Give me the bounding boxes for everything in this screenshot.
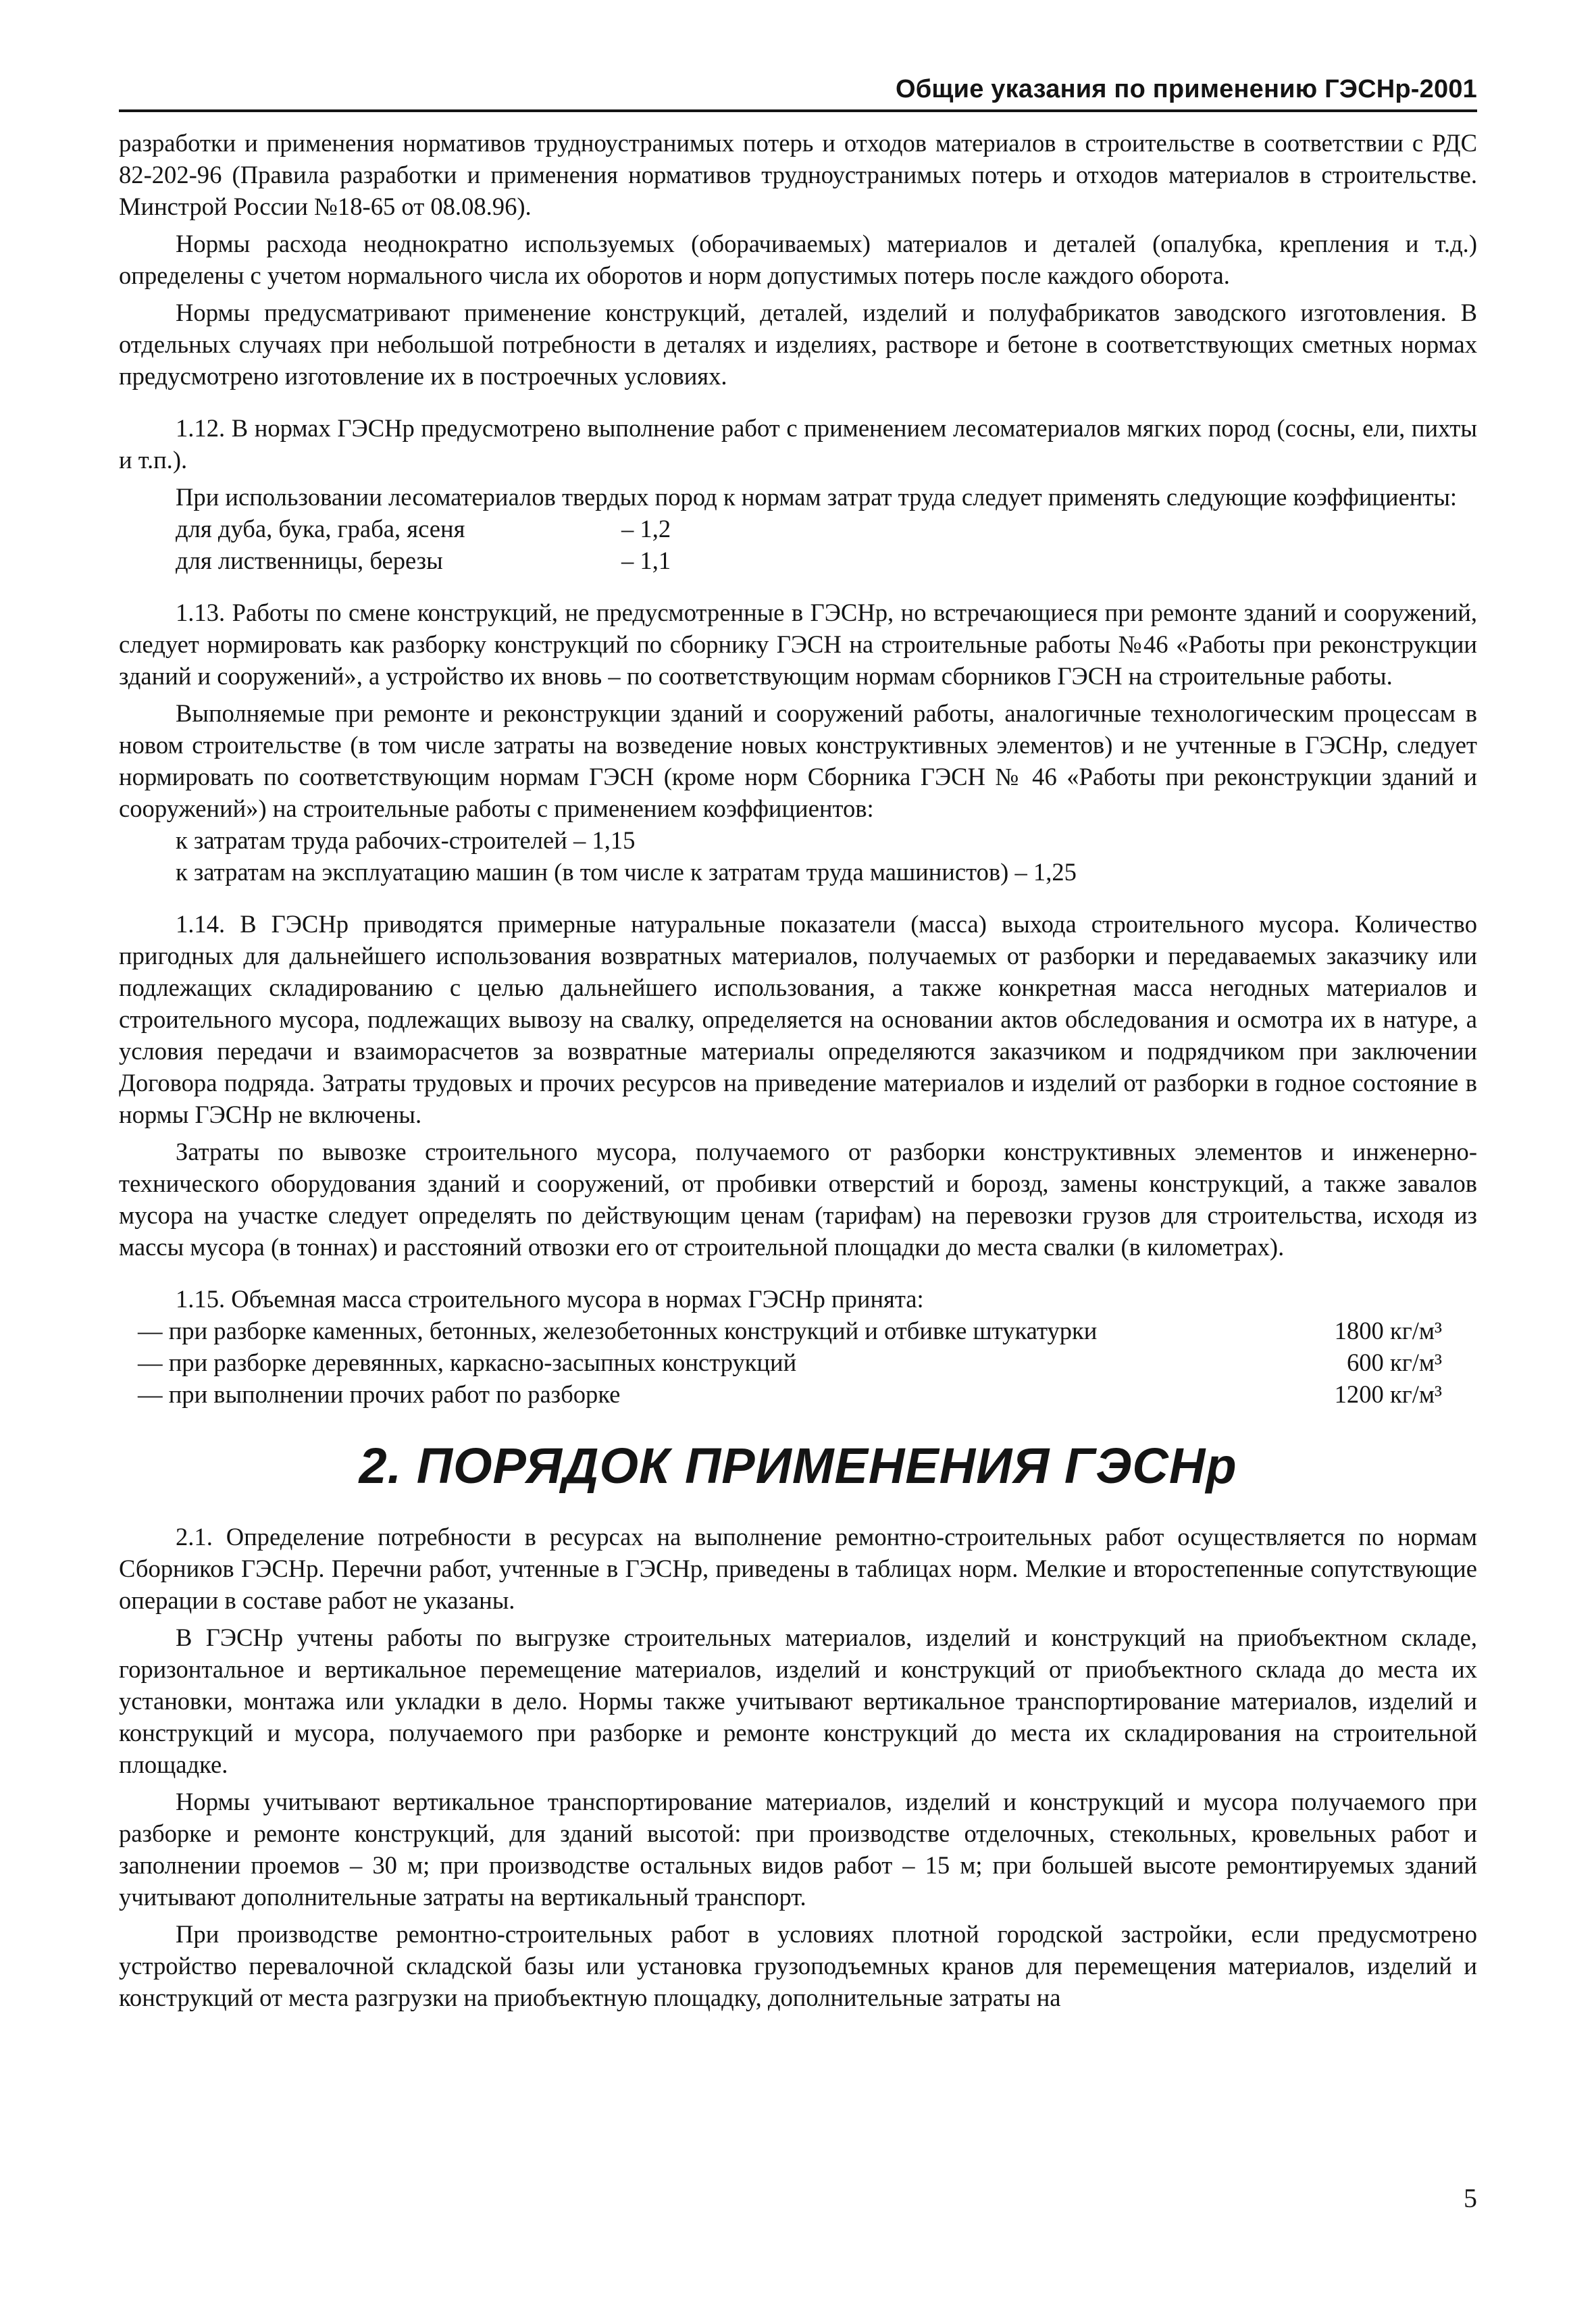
paragraph: При использовании лесоматериалов твердых пород к нормам затрат труда следует применять следующие коэффициенты: — [176, 483, 1458, 511]
coefficient-label: для дуба, бука, граба, ясеня — [176, 515, 465, 543]
mass-value: 1800 кг/м³ — [1334, 1317, 1442, 1344]
running-title: Общие указания по применению ГЭСНр-2001 — [895, 75, 1477, 103]
mass-label: — при разборке деревянных, каркасно-засыпных конструкций — [138, 1349, 797, 1376]
paragraph: При производстве ремонтно-строительных работ в условиях плотной городской застройки, если предусмотрено устройство перевалочной складской базы или установка грузоподъемных кранов для перемещения материалов, изделий и конструкций от места разгрузки на приобъектную площадку, дополнительные затраты на — [119, 1920, 1477, 2011]
page-header — [119, 68, 1477, 112]
mass-label: — при разборке каменных, бетонных, железобетонных конструкций и отбивке штукатурки — [138, 1317, 1098, 1344]
paragraph: Затраты по вывозке строительного мусора, получаемого от разборки конструктивных элементов и инженерно-технического оборудования зданий и сооружений, от пробивки отверстий и борозд, замены конструкций, а также завалов мусора на участке следует определять по действующим ценам (тарифам) на перевозки грузов для строительства, исходя из массы мусора (в тоннах) и расстояний отвозки его от строительной площадки до места свалки (в километрах). — [119, 1138, 1477, 1261]
page-number: 5 — [1464, 2183, 1477, 2213]
page-body — [119, 127, 1477, 2013]
mass-row — [119, 1378, 1477, 1410]
paragraph: Нормы расхода неоднократно используемых (оборачиваемых) материалов и деталей (опалубка, крепления и т.д.) определены с учетом нормального числа их оборотов и норм допустимых потерь после каждого оборота. — [119, 230, 1477, 289]
mass-value: 1200 кг/м³ — [1334, 1380, 1442, 1408]
paragraph: Нормы учитывают вертикальное транспортирование материалов, изделий и конструкций и мусора получаемого при разборке и ремонте конструкций, для зданий высотой: при производстве отделочных, стекольных, кровельных работ и заполнении проемов – 30 м; при производстве остальных видов работ – 15 м; при большей высоте ремонтируемых зданий учитывают дополнительные затраты на вертикальный транспорт. — [119, 1788, 1477, 1911]
paragraph: В ГЭСНр учтены работы по выгрузке строительных материалов, изделий и конструкций на приобъектном складе, горизонтальное и вертикальное перемещение материалов, изделий и конструкций от приобъектного склада до места их установки, монтажа или укладки в дело. Нормы также учитывают вертикальное транспортирование материалов, изделий и конструкций и мусора, получаемого при разборке и ремонте конструкций до места их складирования на строительной площадке. — [119, 1624, 1477, 1778]
mass-row — [119, 1315, 1477, 1347]
paragraph-1-13: 1.13. Работы по смене конструкций, не предусмотренные в ГЭСНр, но встречающиеся при ремонте зданий и сооружений, следует нормировать как разборку конструкций по сборнику ГЭСН на строительные работы №46 «Работы при реконструкции зданий и сооружений», а устройство их вновь – по соответствующим нормам сборников ГЭСН на строительные работы. — [119, 599, 1477, 690]
coefficient-line: к затратам на эксплуатацию машин (в том числе к затратам труда машинистов) – 1,25 — [176, 858, 1077, 886]
coefficient-label: для лиственницы, березы — [176, 547, 443, 574]
coefficient-value: – 1,2 — [621, 515, 671, 543]
paragraph-1-14: 1.14. В ГЭСНр приводятся примерные натуральные показатели (масса) выхода строительного мусора. Количество пригодных для дальнейшего использования возвратных материалов, получаемых от разборки и передаваемых заказчику или подлежащих складированию с целью дальнейшего использования, а также конкретная масса негодных материалов и строительного мусора, подлежащих вывозу на свалку, определяется на основании актов обследования и осмотра их в натуре, а условия передачи и взаиморасчетов за возвратные материалы определяются заказчиком и подрядчиком при заключении Договора подряда. Затраты трудовых и прочих ресурсов на приведение материалов и изделий от разборки в годное состояние в нормы ГЭСНр не включены. — [119, 910, 1477, 1128]
coefficient-row — [119, 545, 1477, 576]
paragraph: Выполняемые при ремонте и реконструкции зданий и сооружений работы, аналогичные технологическим процессам в новом строительстве (в том числе затраты на возведение новых конструктивных элементов) и не учтенные в ГЭСНр, следует нормировать по соответствующим нормам ГЭСН (кроме норм Сборника ГЭСН № 46 «Работы при реконструкции зданий и сооружений») на строительные работы с применением коэффициентов: — [119, 699, 1477, 822]
mass-row — [119, 1347, 1477, 1378]
coefficient-line: к затратам труда рабочих-строителей – 1,15 — [176, 826, 636, 854]
coefficient-row — [119, 513, 1477, 545]
paragraph-1-12: 1.12. В нормах ГЭСНр предусмотрено выполнение работ с применением лесоматериалов мягких пород (сосны, ели, пихты и т.п.). — [119, 414, 1477, 474]
coefficient-value: – 1,1 — [621, 547, 671, 574]
paragraph-1-15: 1.15. Объемная масса строительного мусора в нормах ГЭСНр принята: — [176, 1285, 924, 1313]
paragraph-2-1: 2.1. Определение потребности в ресурсах на выполнение ремонтно-строительных работ осуществляется по нормам Сборников ГЭСНр. Перечни работ, учтенные в ГЭСНр, приведены в таблицах норм. Мелкие и второстепенные сопутствующие операции в составе работ не указаны. — [119, 1523, 1477, 1614]
section-heading: 2. ПОРЯДОК ПРИМЕНЕНИЯ ГЭСНр — [359, 1438, 1237, 1494]
mass-value: 600 кг/м³ — [1346, 1349, 1442, 1376]
paragraph: Нормы предусматривают применение конструкций, деталей, изделий и полуфабрикатов заводского изготовления. В отдельных случаях при небольшой потребности в деталях и изделиях, растворе и бетоне в соответствующих сметных нормах предусмотрено изготовление их в построечных условиях. — [119, 299, 1477, 390]
paragraph: разработки и применения нормативов трудноустранимых потерь и отходов материалов в строительстве в соответствии с РДС 82-202-96 (Правила разработки и применения нормативов трудноустранимых потерь и отходов материалов в строительстве. Минстрой России №18-65 от 08.08.96). — [119, 129, 1477, 220]
mass-label: — при выполнении прочих работ по разборке — [138, 1380, 621, 1408]
